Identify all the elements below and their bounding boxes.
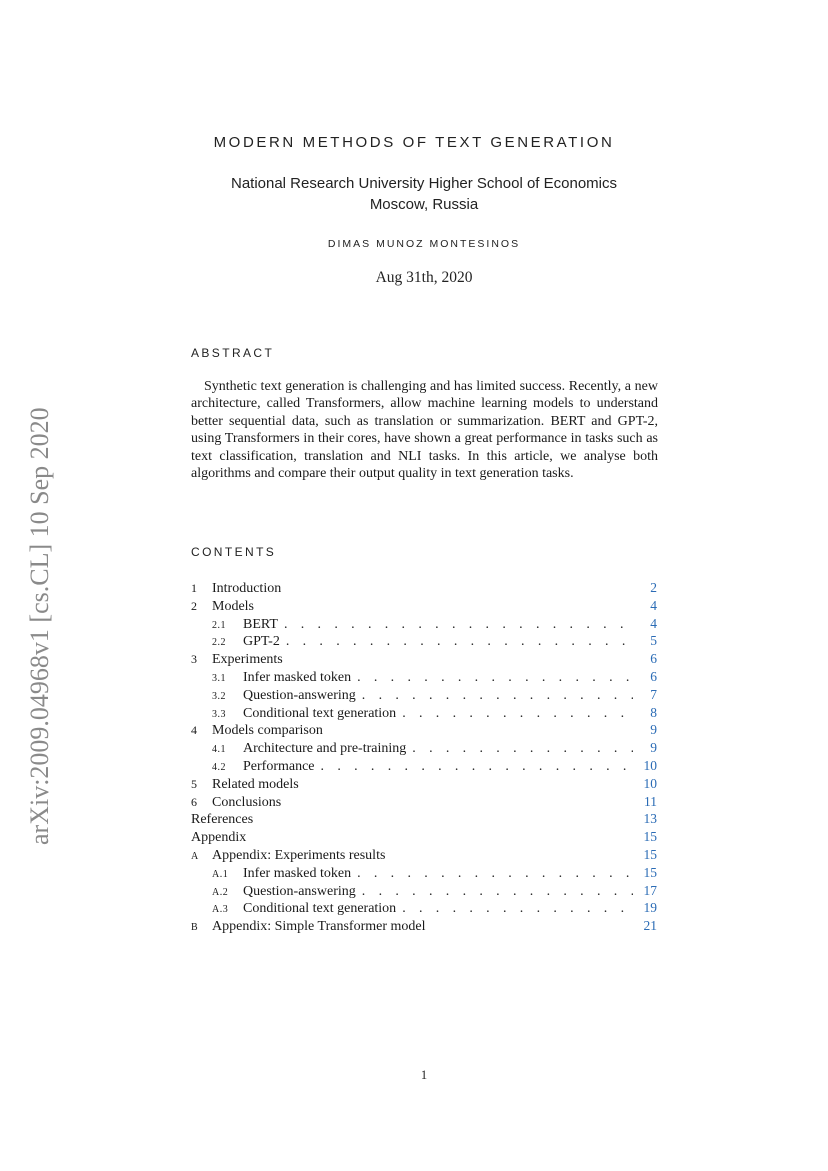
toc-page-link[interactable]: 6: [650, 668, 657, 684]
toc-label: Architecture and pre-training: [243, 741, 407, 757]
toc-page-link[interactable]: 9: [650, 740, 657, 756]
toc-entry[interactable]: [191, 721, 657, 739]
toc-label: Conclusions: [212, 794, 282, 810]
toc-number: 4: [191, 723, 197, 738]
toc-label: Related models: [212, 776, 299, 792]
toc-page-link[interactable]: 19: [643, 900, 657, 916]
toc-subentry[interactable]: [191, 899, 657, 917]
toc-number: B: [191, 922, 199, 934]
toc-label: Conditional text generation: [243, 901, 397, 917]
toc-number: 3.2: [212, 690, 226, 702]
toc-entry[interactable]: [191, 917, 657, 935]
toc-page-link[interactable]: 15: [643, 846, 657, 862]
toc-label: Appendix: Experiments results: [212, 847, 386, 863]
affiliation: [0, 173, 828, 215]
toc-label: Appendix: Simple Transformer model: [212, 919, 426, 935]
toc-leader-dots: [357, 865, 633, 883]
toc-page-link[interactable]: 10: [643, 757, 657, 773]
toc-page-link[interactable]: 15: [643, 864, 657, 880]
abstract-text: Synthetic text generation is challenging and has limited success. Recently, a new architecture, called Transformers, allow machine learning models to understand better sequential data, such as translation or summarization. BERT and GPT-2, using Transformers in their cores, have shown a great performance in tasks such as text classification, translation and NLI tasks. In this article, we analyse both algorithms and compare their output quality in text generation tasks.: [191, 379, 658, 482]
toc-number: 1: [191, 581, 197, 595]
toc-label: Introduction: [212, 581, 282, 596]
toc-label: References: [191, 812, 254, 828]
toc-page-link[interactable]: 6: [650, 651, 657, 667]
toc-entry[interactable]: [191, 579, 657, 597]
toc-leader-dots: [357, 669, 633, 687]
toc-page-link[interactable]: 2: [650, 580, 657, 595]
toc-entry[interactable]: [191, 793, 657, 811]
toc-label: Infer masked token: [243, 669, 352, 685]
toc-label: Models comparison: [212, 723, 323, 739]
toc-number: 3.3: [212, 708, 226, 720]
toc-page-link[interactable]: 4: [650, 597, 657, 613]
toc-subentry[interactable]: [191, 615, 657, 633]
paper-date: Aug 31th, 2020: [375, 269, 473, 286]
toc-page-link[interactable]: 21: [643, 918, 657, 934]
toc-leader-dots: [362, 883, 633, 901]
toc-leader-dots: [284, 616, 633, 634]
toc-entry[interactable]: [191, 775, 657, 793]
toc-subentry[interactable]: [191, 739, 657, 757]
toc-subentry[interactable]: [191, 668, 657, 686]
toc-subentry[interactable]: [191, 882, 657, 900]
toc-number: 2: [191, 598, 197, 613]
toc-number: 3.1: [212, 672, 226, 684]
toc-subentry[interactable]: [191, 632, 657, 650]
toc-label: Question-answering: [243, 687, 356, 703]
toc-label: Infer masked token: [243, 865, 352, 881]
toc-label: Experiments: [212, 652, 283, 668]
toc-entry[interactable]: [191, 650, 657, 668]
toc-label: Models: [212, 598, 254, 614]
table-of-contents: [191, 579, 657, 935]
toc-leader-dots: [321, 758, 633, 776]
toc-number: 3: [191, 652, 197, 667]
toc-entry[interactable]: [191, 810, 657, 828]
toc-label: BERT: [243, 616, 278, 632]
toc-subentry[interactable]: [191, 704, 657, 722]
paper-title: MODERN METHODS OF TEXT GENERATION: [213, 134, 615, 151]
toc-number: 4.1: [212, 744, 226, 756]
toc-subentry[interactable]: [191, 864, 657, 882]
toc-page-link[interactable]: 13: [643, 811, 657, 827]
toc-page-link[interactable]: 10: [643, 775, 657, 791]
toc-number: A.2: [212, 886, 229, 898]
affiliation-location: Moscow, Russia: [369, 196, 479, 213]
toc-page-link[interactable]: 5: [650, 633, 657, 649]
abstract-heading: ABSTRACT: [191, 346, 275, 360]
toc-number: 2.2: [212, 637, 226, 649]
toc-page-link[interactable]: 9: [650, 722, 657, 738]
contents-heading: CONTENTS: [191, 545, 277, 559]
toc-leader-dots: [402, 705, 633, 723]
toc-leader-dots: [286, 633, 633, 651]
toc-leader-dots: [412, 740, 633, 758]
arxiv-identifier: arXiv:2009.04968v1 [cs.CL] 10 Sep 2020: [25, 407, 54, 845]
toc-leader-dots: [402, 900, 633, 918]
toc-number: 4.2: [212, 761, 226, 773]
toc-page-link[interactable]: 7: [650, 686, 657, 702]
toc-number: A: [191, 850, 199, 862]
toc-label: GPT-2: [243, 634, 280, 650]
affiliation-institution: National Research University Higher School of Economics: [230, 175, 617, 192]
toc-number: 2.1: [212, 619, 226, 631]
author-name: DIMAS MUNOZ MONTESINOS: [327, 238, 521, 250]
toc-page-link[interactable]: 4: [650, 615, 657, 631]
toc-page-link[interactable]: 17: [643, 882, 657, 898]
toc-label: Performance: [243, 758, 315, 774]
toc-number: A.3: [212, 904, 229, 916]
page-number: 1: [420, 1068, 428, 1082]
toc-page-link[interactable]: 8: [650, 704, 657, 720]
toc-entry[interactable]: [191, 846, 657, 864]
toc-subentry[interactable]: [191, 757, 657, 775]
toc-entry[interactable]: [191, 597, 657, 615]
toc-label: Appendix: [191, 830, 247, 846]
toc-page-link[interactable]: 15: [643, 829, 657, 845]
toc-number: 6: [191, 794, 197, 809]
toc-label: Question-answering: [243, 883, 356, 899]
toc-number: 5: [191, 776, 197, 791]
toc-leader-dots: [362, 687, 633, 705]
toc-label: Conditional text generation: [243, 705, 397, 721]
toc-entry[interactable]: [191, 828, 657, 846]
toc-page-link[interactable]: 11: [644, 793, 657, 809]
toc-subentry[interactable]: [191, 686, 657, 704]
toc-number: A.1: [212, 868, 229, 880]
